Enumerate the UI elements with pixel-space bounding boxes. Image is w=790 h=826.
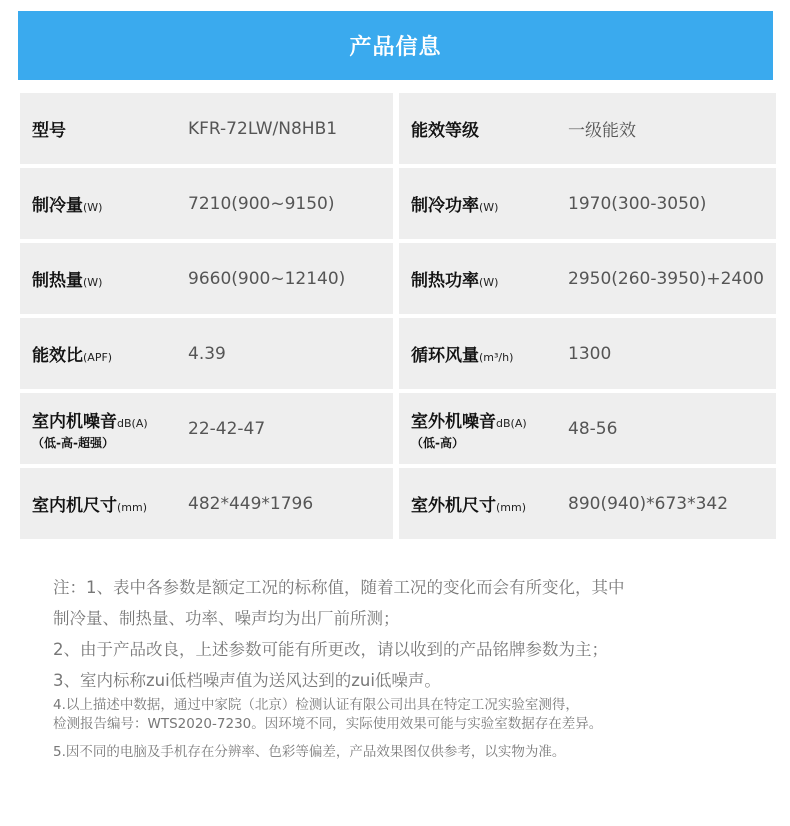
spec-cell-heating-power xyxy=(399,243,776,314)
spec-cell-cooling-power xyxy=(399,168,776,239)
spec-value: 1970(300-3050) xyxy=(568,193,707,214)
spec-cell-outdoor-noise xyxy=(399,393,776,464)
spec-value: 4.39 xyxy=(188,343,226,364)
spec-table xyxy=(20,93,776,539)
spec-label: 制热功率 xyxy=(411,271,479,291)
spec-label: 室内机尺寸 xyxy=(32,496,117,516)
spec-label: 室外机尺寸 xyxy=(411,496,496,516)
page-header xyxy=(18,11,773,80)
spec-value: 1300 xyxy=(568,343,612,364)
spec-unit: (mm) xyxy=(496,501,527,514)
note-line: 5.因不同的电脑及手机存在分辨率、色彩等偏差，产品效果图仅供参考，以实物为准。 xyxy=(53,744,566,760)
spec-label: 型号 xyxy=(32,121,66,141)
spec-label: 制冷量 xyxy=(32,196,83,216)
spec-unit: (m³/h) xyxy=(479,351,514,364)
spec-label: 循环风量 xyxy=(411,346,479,366)
spec-unit: dB(A) xyxy=(496,416,527,430)
spec-label: 室外机噪音 xyxy=(411,411,496,432)
note-line: 制冷量、制热量、功率、噪声均为出厂前所测； xyxy=(53,609,400,628)
spec-cell-outdoor-size xyxy=(399,468,776,539)
spec-unit: (W) xyxy=(479,276,499,289)
notes-section xyxy=(53,572,783,762)
spec-label: 能效等级 xyxy=(411,121,479,141)
note-line: 2、由于产品改良，上述参数可能有所更改，请以收到的产品铭牌参数为主； xyxy=(53,640,608,659)
spec-value: 482*449*1796 xyxy=(188,493,314,514)
spec-cell-model xyxy=(20,93,393,164)
spec-cell-indoor-size xyxy=(20,468,393,539)
spec-unit: (mm) xyxy=(117,501,148,514)
spec-value: 48-56 xyxy=(568,418,618,439)
spec-unit: (APF) xyxy=(83,351,113,364)
spec-value: 890(940)*673*342 xyxy=(568,493,729,514)
spec-unit: dB(A) xyxy=(117,416,148,430)
spec-value: 2950(260-3950)+2400 xyxy=(568,268,764,289)
spec-cell-cooling-capacity xyxy=(20,168,393,239)
spec-cell-efficiency-ratio xyxy=(20,318,393,389)
note-line: 检测报告编号：WTS2020-7230。因环境不同，实际使用效果可能与实验室数据存在差异。 xyxy=(53,716,603,732)
spec-label: 能效比 xyxy=(32,346,83,366)
note-line: 4.以上描述中数据，通过中家院（北京）检测认证有限公司出具在特定工况实验室测得， xyxy=(53,697,579,713)
note-line: 3、室内标称zui低档噪声值为送风达到的zui低噪声。 xyxy=(53,671,441,690)
note-line: 注：1、表中各参数是额定工况的标称值，随着工况的变化而会有所变化，其中 xyxy=(53,578,625,597)
spec-label: 制冷功率 xyxy=(411,196,479,216)
header-title: 产品信息 xyxy=(349,35,442,60)
spec-value: 7210(900~9150) xyxy=(188,193,335,214)
spec-value: 9660(900~12140) xyxy=(188,268,346,289)
spec-cell-energy-grade xyxy=(399,93,776,164)
spec-sublabel: （低-高） xyxy=(411,435,464,450)
spec-cell-heating-capacity xyxy=(20,243,393,314)
spec-unit: (W) xyxy=(83,276,103,289)
spec-label: 制热量 xyxy=(32,271,83,291)
spec-cell-airflow xyxy=(399,318,776,389)
spec-unit: (W) xyxy=(83,201,103,214)
spec-unit: (W) xyxy=(479,201,499,214)
spec-cell-indoor-noise xyxy=(20,393,393,464)
spec-sublabel: （低-高-超强） xyxy=(32,435,114,450)
spec-label: 室内机噪音 xyxy=(32,411,117,432)
spec-value: 一级能效 xyxy=(568,121,636,141)
spec-value: 22-42-47 xyxy=(188,418,266,439)
spec-value: KFR-72LW/N8HB1 xyxy=(188,118,338,139)
